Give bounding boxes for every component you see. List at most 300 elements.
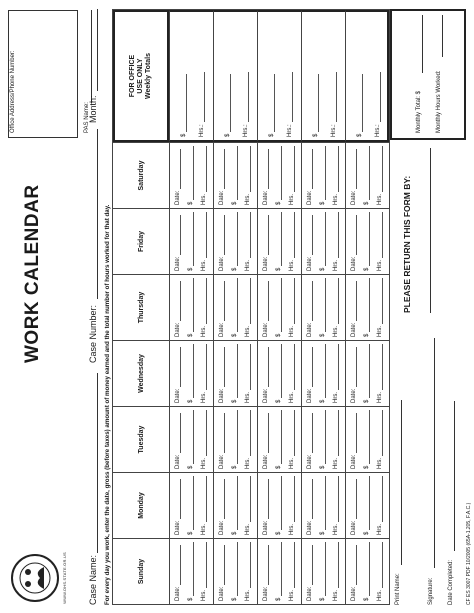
- amount-field-line[interactable]: [187, 344, 194, 398]
- date-field-line[interactable]: [218, 149, 225, 189]
- date-field[interactable]: [174, 215, 181, 271]
- hours-field[interactable]: [244, 542, 251, 601]
- date-field-line[interactable]: [306, 347, 313, 387]
- amount-field[interactable]: [363, 344, 370, 403]
- weekly-amount-field[interactable]: [268, 74, 275, 137]
- date-field[interactable]: [350, 281, 357, 337]
- hours-field[interactable]: [200, 476, 207, 535]
- hours-field-line[interactable]: [332, 476, 339, 522]
- amount-field[interactable]: [275, 212, 282, 271]
- date-field[interactable]: [218, 347, 225, 403]
- office-address-box[interactable]: [8, 10, 78, 138]
- date-field-line[interactable]: [174, 413, 181, 453]
- hours-field-line[interactable]: [288, 476, 295, 522]
- day-cell: [345, 340, 389, 406]
- date-field[interactable]: [218, 545, 225, 601]
- hours-field-line[interactable]: [288, 212, 295, 258]
- hours-field-line[interactable]: [244, 212, 251, 258]
- date-field-label: Date:: [219, 520, 225, 535]
- hours-field-line[interactable]: [244, 542, 251, 588]
- hours-field-line[interactable]: [244, 410, 251, 456]
- date-field[interactable]: [218, 149, 225, 205]
- weekly-hours-field[interactable]: [198, 72, 205, 137]
- amount-field[interactable]: [363, 212, 370, 271]
- date-field[interactable]: [262, 281, 269, 337]
- day-cell: [345, 472, 389, 538]
- hours-field[interactable]: [200, 278, 207, 337]
- amount-field[interactable]: [319, 410, 326, 469]
- hours-field[interactable]: [332, 278, 339, 337]
- month-field[interactable]: [97, 9, 98, 91]
- weekly-hours-field-line[interactable]: [330, 72, 337, 122]
- date-field-line[interactable]: [306, 413, 313, 453]
- date-field[interactable]: [350, 347, 357, 403]
- day-cell: [257, 274, 301, 340]
- weekly-total-cell: [345, 10, 389, 142]
- date-field-line[interactable]: [350, 281, 357, 321]
- weekly-hours-field[interactable]: [286, 72, 293, 137]
- date-field[interactable]: [174, 413, 181, 469]
- date-field[interactable]: [350, 149, 357, 205]
- date-field[interactable]: [218, 413, 225, 469]
- amount-field-line[interactable]: [275, 542, 282, 596]
- case-name-field[interactable]: [97, 373, 98, 553]
- date-field-label: Date:: [351, 190, 357, 205]
- hours-field-line[interactable]: [332, 410, 339, 456]
- amount-field-line[interactable]: [319, 410, 326, 464]
- amount-field[interactable]: [187, 278, 194, 337]
- hours-field-line[interactable]: [288, 410, 295, 456]
- hours-field-line[interactable]: [288, 344, 295, 390]
- amount-field[interactable]: [231, 278, 238, 337]
- hours-field-label: Hrs.: [289, 524, 295, 535]
- hours-field[interactable]: [288, 146, 295, 205]
- hours-field[interactable]: [200, 410, 207, 469]
- office-address-label: Office Address/Phone Number:: [10, 50, 16, 133]
- hours-field-line[interactable]: [376, 278, 383, 324]
- hours-field[interactable]: [376, 410, 383, 469]
- date-field-line[interactable]: [350, 347, 357, 387]
- amount-field-line[interactable]: [363, 542, 370, 596]
- monthly-total-label: Monthly Total: $: [416, 91, 422, 133]
- date-field[interactable]: [174, 479, 181, 535]
- date-field-label: Date:: [307, 586, 313, 601]
- date-field-line[interactable]: [174, 215, 181, 255]
- amount-field[interactable]: [231, 146, 238, 205]
- weekly-hours-field-line[interactable]: [198, 72, 205, 122]
- pas-name-field[interactable]: [91, 10, 92, 103]
- date-field[interactable]: [174, 347, 181, 403]
- amount-field-line[interactable]: [275, 278, 282, 332]
- hours-field-line[interactable]: [376, 146, 383, 192]
- hours-field[interactable]: [376, 476, 383, 535]
- amount-field[interactable]: [187, 476, 194, 535]
- weekly-hours-field-line[interactable]: [374, 72, 381, 122]
- hours-field-line[interactable]: [200, 344, 207, 390]
- amount-field[interactable]: [319, 278, 326, 337]
- weekly-hours-field[interactable]: [242, 72, 249, 137]
- hours-field-line[interactable]: [288, 542, 295, 588]
- monthly-hours-field[interactable]: [442, 15, 443, 57]
- date-field-line[interactable]: [262, 281, 269, 321]
- weekly-hours-field[interactable]: [330, 72, 337, 137]
- date-field-label: Date:: [263, 454, 269, 469]
- amount-field-line[interactable]: [363, 278, 370, 332]
- weekly-hours-field[interactable]: [374, 72, 381, 137]
- amount-field-line[interactable]: [187, 278, 194, 332]
- date-field-line[interactable]: [174, 281, 181, 321]
- hours-field-label: Hrs.: [289, 392, 295, 403]
- date-field-line[interactable]: [306, 149, 313, 189]
- amount-field-line[interactable]: [363, 146, 370, 200]
- date-field[interactable]: [306, 215, 313, 271]
- hours-field-label: Hrs.: [201, 194, 207, 205]
- hours-field-line[interactable]: [376, 476, 383, 522]
- weekly-hours-field-line[interactable]: [286, 72, 293, 122]
- hours-field[interactable]: [244, 146, 251, 205]
- date-field-label: Date:: [263, 322, 269, 337]
- day-cell: [213, 208, 257, 274]
- weekly-amount-field-line[interactable]: [268, 74, 275, 132]
- hours-field[interactable]: [244, 344, 251, 403]
- weekly-amount-field-label: $: [357, 133, 363, 137]
- hours-field[interactable]: [288, 344, 295, 403]
- date-field[interactable]: [306, 413, 313, 469]
- amount-field[interactable]: [187, 344, 194, 403]
- date-field[interactable]: [262, 413, 269, 469]
- hours-field[interactable]: [288, 542, 295, 601]
- hours-field-label: Hrs.: [333, 326, 339, 337]
- amount-field[interactable]: [231, 344, 238, 403]
- day-cell: [213, 406, 257, 472]
- amount-field-line[interactable]: [187, 542, 194, 596]
- amount-field-line[interactable]: [231, 146, 238, 200]
- hours-field[interactable]: [200, 212, 207, 271]
- hours-field-line[interactable]: [332, 212, 339, 258]
- hours-field[interactable]: [332, 542, 339, 601]
- hours-field-line[interactable]: [244, 476, 251, 522]
- hours-field[interactable]: [288, 278, 295, 337]
- amount-field-line[interactable]: [363, 344, 370, 398]
- date-field[interactable]: [306, 281, 313, 337]
- weekly-amount-field-line[interactable]: [356, 74, 363, 132]
- print-name-field[interactable]: [401, 400, 402, 565]
- hours-field[interactable]: [244, 410, 251, 469]
- amount-field-line[interactable]: [231, 476, 238, 530]
- amount-field[interactable]: [187, 410, 194, 469]
- date-field[interactable]: [350, 413, 357, 469]
- date-field[interactable]: [306, 545, 313, 601]
- amount-field[interactable]: [363, 410, 370, 469]
- hours-field-label: Hrs.: [289, 458, 295, 469]
- amount-field-line[interactable]: [187, 146, 194, 200]
- hours-field-label: Hrs.: [201, 590, 207, 601]
- weekly-amount-field[interactable]: [180, 74, 187, 137]
- date-field-line[interactable]: [262, 347, 269, 387]
- date-field-line[interactable]: [218, 215, 225, 255]
- date-field-line[interactable]: [174, 347, 181, 387]
- day-header-wednesday: Wednesday: [113, 340, 169, 406]
- amount-field[interactable]: [319, 476, 326, 535]
- amount-field-line[interactable]: [275, 344, 282, 398]
- amount-field-line[interactable]: [319, 146, 326, 200]
- amount-field-line[interactable]: [363, 476, 370, 530]
- signature-label: Signature:: [428, 577, 434, 605]
- amount-field-line[interactable]: [187, 410, 194, 464]
- amount-field-label: $: [232, 333, 238, 337]
- date-field-line[interactable]: [218, 347, 225, 387]
- date-field-label: Date:: [263, 388, 269, 403]
- date-field-line[interactable]: [262, 413, 269, 453]
- hours-field-label: Hrs.: [201, 326, 207, 337]
- date-field-line[interactable]: [262, 215, 269, 255]
- date-field-line[interactable]: [262, 545, 269, 585]
- amount-field[interactable]: [363, 542, 370, 601]
- hours-field-line[interactable]: [288, 146, 295, 192]
- hours-field[interactable]: [200, 344, 207, 403]
- hours-field[interactable]: [244, 278, 251, 337]
- amount-field-line[interactable]: [275, 476, 282, 530]
- date-field[interactable]: [262, 545, 269, 601]
- weekly-amount-field-line[interactable]: [312, 74, 319, 132]
- amount-field[interactable]: [275, 410, 282, 469]
- hours-field[interactable]: [332, 146, 339, 205]
- date-field-line[interactable]: [218, 545, 225, 585]
- hours-field[interactable]: [244, 212, 251, 271]
- hours-field-line[interactable]: [200, 278, 207, 324]
- hours-field[interactable]: [376, 146, 383, 205]
- date-field-label: Date:: [307, 322, 313, 337]
- hours-field-line[interactable]: [332, 146, 339, 192]
- weekly-amount-field-line[interactable]: [224, 74, 231, 132]
- amount-field-label: $: [364, 399, 370, 403]
- date-field-line[interactable]: [218, 479, 225, 519]
- amount-field-label: $: [276, 399, 282, 403]
- amount-field-line[interactable]: [319, 476, 326, 530]
- amount-field[interactable]: [363, 476, 370, 535]
- hours-field-line[interactable]: [244, 146, 251, 192]
- hours-field-line[interactable]: [200, 476, 207, 522]
- weekly-amount-field-line[interactable]: [180, 74, 187, 132]
- amount-field-line[interactable]: [319, 278, 326, 332]
- amount-field[interactable]: [275, 146, 282, 205]
- hours-field[interactable]: [288, 410, 295, 469]
- hours-field-line[interactable]: [376, 212, 383, 258]
- amount-field[interactable]: [319, 542, 326, 601]
- day-cell: [213, 472, 257, 538]
- amount-field-line[interactable]: [275, 410, 282, 464]
- date-field[interactable]: [350, 545, 357, 601]
- signature-field[interactable]: [434, 338, 435, 568]
- amount-field[interactable]: [319, 344, 326, 403]
- amount-field-line[interactable]: [231, 212, 238, 266]
- date-field-line[interactable]: [262, 479, 269, 519]
- amount-field-label: $: [188, 201, 194, 205]
- date-field[interactable]: [174, 545, 181, 601]
- date-field[interactable]: [262, 347, 269, 403]
- hours-field-line[interactable]: [200, 146, 207, 192]
- hours-field-line[interactable]: [244, 344, 251, 390]
- date-field-line[interactable]: [350, 545, 357, 585]
- day-cell: [345, 406, 389, 472]
- date-field[interactable]: [262, 479, 269, 535]
- return-by-field[interactable]: [430, 148, 431, 313]
- amount-field[interactable]: [275, 278, 282, 337]
- weekly-amount-field[interactable]: [312, 74, 319, 137]
- day-cell: [257, 142, 301, 208]
- date-field[interactable]: [218, 479, 225, 535]
- hours-field-label: Hrs.: [245, 458, 251, 469]
- hours-field[interactable]: [376, 212, 383, 271]
- amount-field-line[interactable]: [231, 410, 238, 464]
- amount-field[interactable]: [319, 146, 326, 205]
- hours-field-line[interactable]: [376, 542, 383, 588]
- hours-field[interactable]: [332, 212, 339, 271]
- weekly-amount-field[interactable]: [356, 74, 363, 137]
- date-field[interactable]: [306, 479, 313, 535]
- date-field-line[interactable]: [306, 479, 313, 519]
- date-field-label: Date:: [175, 190, 181, 205]
- amount-field-line[interactable]: [187, 476, 194, 530]
- date-field-label: Date:: [263, 520, 269, 535]
- amount-field[interactable]: [231, 410, 238, 469]
- hours-field-label: Hrs.: [289, 590, 295, 601]
- amount-field[interactable]: [187, 146, 194, 205]
- hours-field[interactable]: [288, 476, 295, 535]
- date-field-line[interactable]: [174, 479, 181, 519]
- date-field-line[interactable]: [350, 479, 357, 519]
- hours-field-line[interactable]: [332, 344, 339, 390]
- date-field-line[interactable]: [350, 149, 357, 189]
- date-field[interactable]: [262, 215, 269, 271]
- amount-field[interactable]: [363, 146, 370, 205]
- hours-field[interactable]: [332, 344, 339, 403]
- amount-field-line[interactable]: [231, 278, 238, 332]
- amount-field[interactable]: [275, 344, 282, 403]
- hours-field[interactable]: [376, 542, 383, 601]
- amount-field-line[interactable]: [319, 542, 326, 596]
- amount-field-label: $: [320, 333, 326, 337]
- hours-field[interactable]: [376, 278, 383, 337]
- weekly-hours-field-line[interactable]: [242, 72, 249, 122]
- hours-field-line[interactable]: [332, 278, 339, 324]
- print-name-label: Print Name:: [395, 573, 401, 605]
- monthly-total-field[interactable]: [422, 15, 423, 73]
- amount-field-line[interactable]: [275, 146, 282, 200]
- date-field-line[interactable]: [174, 545, 181, 585]
- case-number-field[interactable]: [97, 129, 98, 299]
- amount-field-label: $: [188, 597, 194, 601]
- amount-field[interactable]: [275, 476, 282, 535]
- date-field[interactable]: [262, 149, 269, 205]
- weekly-amount-field[interactable]: [224, 74, 231, 137]
- hours-field[interactable]: [200, 146, 207, 205]
- hours-field-line[interactable]: [200, 212, 207, 258]
- date-field[interactable]: [350, 479, 357, 535]
- hours-field-line[interactable]: [376, 344, 383, 390]
- hours-field-label: Hrs.: [201, 524, 207, 535]
- hours-field-line[interactable]: [200, 410, 207, 456]
- amount-field[interactable]: [231, 476, 238, 535]
- hours-field[interactable]: [332, 476, 339, 535]
- day-cell: [301, 340, 345, 406]
- hours-field-label: Hrs.: [245, 524, 251, 535]
- amount-field[interactable]: [319, 212, 326, 271]
- hours-field-line[interactable]: [332, 542, 339, 588]
- date-field-line[interactable]: [350, 413, 357, 453]
- amount-field[interactable]: [231, 542, 238, 601]
- amount-field-line[interactable]: [231, 542, 238, 596]
- hours-field[interactable]: [244, 476, 251, 535]
- hours-field-label: Hrs.: [245, 392, 251, 403]
- amount-field-label: $: [320, 597, 326, 601]
- date-field[interactable]: [218, 215, 225, 271]
- amount-field-line[interactable]: [231, 344, 238, 398]
- amount-field-line[interactable]: [275, 212, 282, 266]
- amount-field-line[interactable]: [319, 212, 326, 266]
- date-completed-label: Date Completed:: [448, 559, 454, 605]
- hours-field[interactable]: [288, 212, 295, 271]
- weekly-total-cell: [169, 10, 213, 142]
- hours-field-line[interactable]: [200, 542, 207, 588]
- amount-field-line[interactable]: [319, 344, 326, 398]
- date-field-line[interactable]: [262, 149, 269, 189]
- amount-field-line[interactable]: [363, 212, 370, 266]
- date-field[interactable]: [174, 281, 181, 337]
- amount-field-line[interactable]: [363, 410, 370, 464]
- date-field-line[interactable]: [218, 413, 225, 453]
- amount-field[interactable]: [363, 278, 370, 337]
- hours-field-line[interactable]: [288, 278, 295, 324]
- weekly-total-cell: [213, 10, 257, 142]
- date-field[interactable]: [306, 347, 313, 403]
- amount-field[interactable]: [231, 212, 238, 271]
- date-field-line[interactable]: [306, 545, 313, 585]
- weekly-amount-field-label: $: [313, 133, 319, 137]
- date-field-line[interactable]: [306, 215, 313, 255]
- amount-field-label: $: [232, 267, 238, 271]
- date-field[interactable]: [306, 149, 313, 205]
- hours-field-line[interactable]: [376, 410, 383, 456]
- date-field-label: Date:: [351, 586, 357, 601]
- amount-field[interactable]: [187, 212, 194, 271]
- date-field-line[interactable]: [218, 281, 225, 321]
- day-cell: [345, 142, 389, 208]
- amount-field[interactable]: [187, 542, 194, 601]
- amount-field[interactable]: [275, 542, 282, 601]
- amount-field-label: $: [188, 531, 194, 535]
- hours-field[interactable]: [376, 344, 383, 403]
- day-header-tuesday: Tuesday: [113, 406, 169, 472]
- pas-name-label: PAS Name:: [84, 102, 90, 133]
- hours-field-line[interactable]: [244, 278, 251, 324]
- date-field[interactable]: [174, 149, 181, 205]
- day-cell: [169, 208, 213, 274]
- hours-field[interactable]: [200, 542, 207, 601]
- date-field-line[interactable]: [174, 149, 181, 189]
- hours-field-label: Hrs.: [289, 326, 295, 337]
- weekly-amount-field-label: $: [225, 133, 231, 137]
- date-field[interactable]: [350, 215, 357, 271]
- date-completed-field[interactable]: [454, 401, 455, 551]
- date-field-label: Date:: [351, 322, 357, 337]
- date-field-label: Date:: [219, 322, 225, 337]
- date-field-line[interactable]: [350, 215, 357, 255]
- date-field-line[interactable]: [306, 281, 313, 321]
- date-field[interactable]: [218, 281, 225, 337]
- hours-field[interactable]: [332, 410, 339, 469]
- amount-field-line[interactable]: [187, 212, 194, 266]
